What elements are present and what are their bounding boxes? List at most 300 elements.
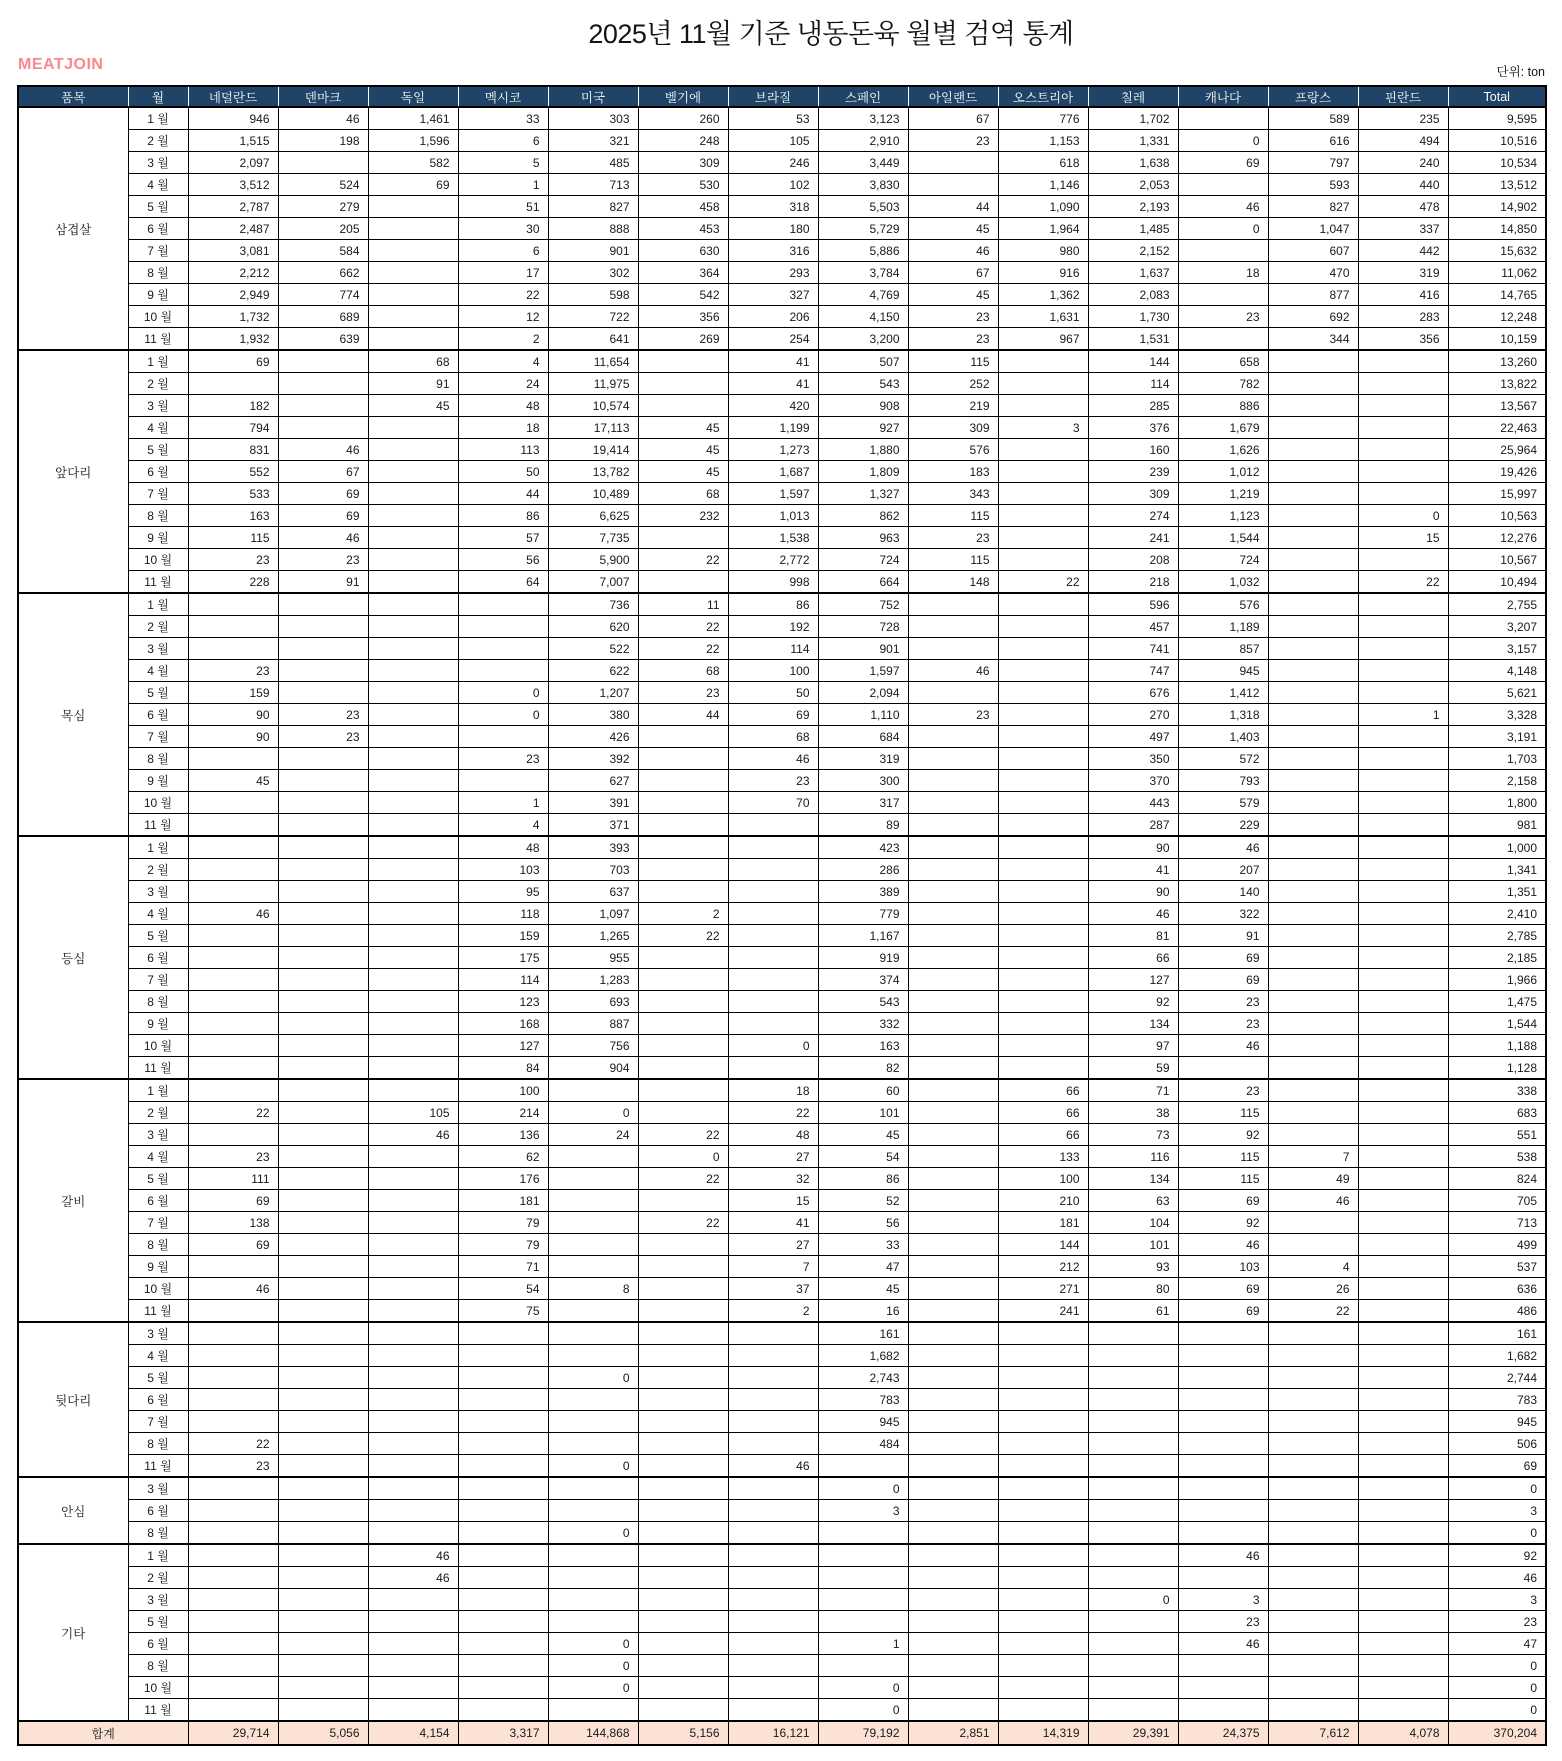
value-cell — [1358, 1146, 1448, 1168]
value-cell — [908, 925, 998, 947]
value-cell — [1358, 616, 1448, 638]
month-cell: 3 월 — [128, 1477, 188, 1500]
value-cell: 22 — [458, 284, 548, 306]
value-cell: 10,563 — [1448, 505, 1546, 527]
value-cell — [188, 1300, 278, 1323]
value-cell — [1358, 1522, 1448, 1545]
month-cell: 11 월 — [128, 1455, 188, 1478]
column-header-14: 프랑스 — [1268, 86, 1358, 107]
value-cell: 1,219 — [1178, 483, 1268, 505]
value-cell: 693 — [548, 991, 638, 1013]
value-cell — [278, 152, 368, 174]
value-cell — [458, 638, 548, 660]
value-cell — [638, 1322, 728, 1345]
value-cell — [998, 660, 1088, 682]
value-cell: 105 — [368, 1102, 458, 1124]
value-cell — [278, 1411, 368, 1433]
value-cell: 80 — [1088, 1278, 1178, 1300]
value-cell — [728, 1567, 818, 1589]
value-cell: 38 — [1088, 1102, 1178, 1124]
value-cell — [1358, 417, 1448, 439]
value-cell — [818, 1611, 908, 1633]
value-cell — [998, 925, 1088, 947]
value-cell: 9,595 — [1448, 107, 1546, 130]
value-cell — [1268, 461, 1358, 483]
value-cell — [1178, 1057, 1268, 1080]
value-cell: 636 — [1448, 1278, 1546, 1300]
value-cell: 393 — [548, 836, 638, 859]
value-cell: 105 — [728, 130, 818, 152]
value-cell — [1358, 682, 1448, 704]
value-cell — [188, 1633, 278, 1655]
value-cell: 248 — [638, 130, 728, 152]
value-cell: 159 — [458, 925, 548, 947]
value-cell — [998, 1677, 1088, 1699]
value-cell — [1178, 1477, 1268, 1500]
value-cell: 50 — [458, 461, 548, 483]
month-cell: 8 월 — [128, 1655, 188, 1677]
value-cell — [368, 660, 458, 682]
table-row — [18, 1411, 1546, 1433]
value-cell — [1268, 1389, 1358, 1411]
value-cell: 317 — [818, 792, 908, 814]
value-cell: 100 — [458, 1079, 548, 1102]
value-cell: 736 — [548, 593, 638, 616]
grand-total-value-cell: 14,319 — [998, 1721, 1088, 1745]
value-cell: 945 — [818, 1411, 908, 1433]
value-cell — [1268, 1367, 1358, 1389]
table-row — [18, 1057, 1546, 1080]
value-cell — [1358, 660, 1448, 682]
value-cell — [368, 1079, 458, 1102]
value-cell — [1268, 1322, 1358, 1345]
value-cell: 1,966 — [1448, 969, 1546, 991]
value-cell: 66 — [1088, 947, 1178, 969]
value-cell: 4 — [1268, 1256, 1358, 1278]
value-cell — [1268, 726, 1358, 748]
value-cell: 423 — [818, 836, 908, 859]
value-cell — [1358, 1102, 1448, 1124]
value-cell — [1268, 1411, 1358, 1433]
value-cell: 658 — [1178, 350, 1268, 373]
grand-total-value-cell: 2,851 — [908, 1721, 998, 1745]
value-cell: 69 — [1178, 969, 1268, 991]
value-cell: 46 — [368, 1567, 458, 1589]
value-cell: 69 — [368, 174, 458, 196]
value-cell: 95 — [458, 881, 548, 903]
value-cell: 10,534 — [1448, 152, 1546, 174]
month-cell: 7 월 — [128, 1212, 188, 1234]
value-cell: 713 — [1448, 1212, 1546, 1234]
value-cell: 70 — [728, 792, 818, 814]
value-cell: 90 — [1088, 836, 1178, 859]
value-cell: 967 — [998, 328, 1088, 351]
table-row — [18, 1124, 1546, 1146]
table-row — [18, 1433, 1546, 1455]
value-cell — [728, 1677, 818, 1699]
value-cell — [728, 947, 818, 969]
value-cell: 54 — [458, 1278, 548, 1300]
value-cell — [368, 925, 458, 947]
value-cell — [728, 1477, 818, 1500]
value-cell: 981 — [1448, 814, 1546, 837]
value-cell: 955 — [548, 947, 638, 969]
value-cell — [908, 1699, 998, 1722]
table-row — [18, 1389, 1546, 1411]
month-cell: 7 월 — [128, 1411, 188, 1433]
value-cell: 90 — [1088, 881, 1178, 903]
value-cell — [1358, 1079, 1448, 1102]
value-cell: 2,083 — [1088, 284, 1178, 306]
value-cell: 181 — [458, 1190, 548, 1212]
table-row — [18, 1345, 1546, 1367]
value-cell: 66 — [998, 1102, 1088, 1124]
value-cell — [638, 1611, 728, 1633]
item-group-label: 갈비 — [18, 1079, 128, 1322]
value-cell: 114 — [458, 969, 548, 991]
value-cell — [368, 1146, 458, 1168]
value-cell: 442 — [1358, 240, 1448, 262]
month-cell: 9 월 — [128, 1013, 188, 1035]
value-cell — [548, 1544, 638, 1567]
value-cell — [1088, 1345, 1178, 1367]
month-cell: 7 월 — [128, 240, 188, 262]
month-cell: 4 월 — [128, 417, 188, 439]
value-cell — [1268, 836, 1358, 859]
table-row — [18, 1102, 1546, 1124]
value-cell — [368, 439, 458, 461]
month-cell: 3 월 — [128, 1322, 188, 1345]
column-header-0: 품목 — [18, 86, 128, 107]
value-cell: 123 — [458, 991, 548, 1013]
value-cell — [818, 1589, 908, 1611]
value-cell: 46 — [1178, 196, 1268, 218]
value-cell — [998, 1589, 1088, 1611]
table-row — [18, 1168, 1546, 1190]
value-cell: 46 — [368, 1124, 458, 1146]
value-cell: 18 — [728, 1079, 818, 1102]
month-cell: 9 월 — [128, 284, 188, 306]
value-cell — [368, 1611, 458, 1633]
value-cell — [638, 859, 728, 881]
table-row — [18, 130, 1546, 152]
value-cell: 2,743 — [818, 1367, 908, 1389]
value-cell: 470 — [1268, 262, 1358, 284]
value-cell: 7,735 — [548, 527, 638, 549]
table-row — [18, 1655, 1546, 1677]
value-cell — [368, 218, 458, 240]
value-cell — [368, 1256, 458, 1278]
value-cell — [278, 395, 368, 417]
value-cell: 582 — [368, 152, 458, 174]
value-cell: 1,800 — [1448, 792, 1546, 814]
value-cell — [908, 1212, 998, 1234]
value-cell — [1268, 1057, 1358, 1080]
month-cell: 3 월 — [128, 881, 188, 903]
table-row — [18, 107, 1546, 130]
value-cell: 1,207 — [548, 682, 638, 704]
value-cell — [1178, 1433, 1268, 1455]
value-cell: 67 — [908, 107, 998, 130]
value-cell: 207 — [1178, 859, 1268, 881]
value-cell: 30 — [458, 218, 548, 240]
value-cell: 23 — [188, 549, 278, 571]
table-row — [18, 881, 1546, 903]
value-cell — [1268, 593, 1358, 616]
table-row — [18, 969, 1546, 991]
value-cell: 41 — [728, 350, 818, 373]
value-cell — [728, 881, 818, 903]
table-row — [18, 1477, 1546, 1500]
value-cell: 1,167 — [818, 925, 908, 947]
grand-total-value-cell: 5,156 — [638, 1721, 728, 1745]
value-cell: 13,567 — [1448, 395, 1546, 417]
value-cell: 7 — [728, 1256, 818, 1278]
value-cell — [728, 859, 818, 881]
value-cell: 391 — [548, 792, 638, 814]
value-cell — [278, 373, 368, 395]
value-cell: 44 — [458, 483, 548, 505]
value-cell: 1,199 — [728, 417, 818, 439]
value-cell — [278, 1146, 368, 1168]
value-cell — [638, 1655, 728, 1677]
value-cell: 774 — [278, 284, 368, 306]
grand-total-row — [18, 1721, 1546, 1745]
month-cell: 10 월 — [128, 1035, 188, 1057]
value-cell — [1268, 748, 1358, 770]
value-cell — [368, 704, 458, 726]
value-cell: 0 — [1448, 1677, 1546, 1699]
value-cell — [1268, 903, 1358, 925]
value-cell: 45 — [818, 1124, 908, 1146]
value-cell: 797 — [1268, 152, 1358, 174]
table-row — [18, 1677, 1546, 1699]
table-row — [18, 682, 1546, 704]
value-cell — [278, 1677, 368, 1699]
value-cell — [458, 1633, 548, 1655]
value-cell — [1358, 395, 1448, 417]
value-cell: 722 — [548, 306, 638, 328]
value-cell — [188, 1611, 278, 1633]
table-row — [18, 350, 1546, 373]
month-cell: 6 월 — [128, 461, 188, 483]
value-cell — [368, 969, 458, 991]
value-cell: 5,900 — [548, 549, 638, 571]
value-cell — [278, 1322, 368, 1345]
value-cell — [188, 1345, 278, 1367]
value-cell: 1,544 — [1448, 1013, 1546, 1035]
value-cell: 240 — [1358, 152, 1448, 174]
value-cell: 322 — [1178, 903, 1268, 925]
value-cell — [188, 1500, 278, 1522]
month-cell: 5 월 — [128, 682, 188, 704]
value-cell — [188, 1655, 278, 1677]
value-cell — [998, 439, 1088, 461]
value-cell — [278, 991, 368, 1013]
value-cell — [908, 1079, 998, 1102]
value-cell — [1358, 991, 1448, 1013]
value-cell: 747 — [1088, 660, 1178, 682]
value-cell: 1,110 — [818, 704, 908, 726]
value-cell: 91 — [1178, 925, 1268, 947]
value-cell: 630 — [638, 240, 728, 262]
value-cell: 494 — [1358, 130, 1448, 152]
value-cell — [458, 1477, 548, 1500]
value-cell: 45 — [638, 417, 728, 439]
table-row — [18, 174, 1546, 196]
value-cell — [998, 770, 1088, 792]
value-cell: 270 — [1088, 704, 1178, 726]
table-row — [18, 638, 1546, 660]
value-cell: 45 — [368, 395, 458, 417]
value-cell — [458, 1522, 548, 1545]
value-cell: 3 — [1178, 1589, 1268, 1611]
value-cell: 46 — [1268, 1190, 1358, 1212]
value-cell — [1088, 1633, 1178, 1655]
value-cell — [458, 1500, 548, 1522]
value-cell: 64 — [458, 571, 548, 594]
value-cell: 25,964 — [1448, 439, 1546, 461]
value-cell — [548, 1079, 638, 1102]
quarantine-statistics-table — [17, 85, 1547, 1746]
value-cell: 252 — [908, 373, 998, 395]
value-cell — [998, 704, 1088, 726]
value-cell — [908, 1190, 998, 1212]
table-row — [18, 1035, 1546, 1057]
value-cell — [638, 350, 728, 373]
value-cell — [908, 1677, 998, 1699]
value-cell — [908, 881, 998, 903]
month-cell: 2 월 — [128, 130, 188, 152]
value-cell — [278, 770, 368, 792]
value-cell: 3,328 — [1448, 704, 1546, 726]
value-cell: 371 — [548, 814, 638, 837]
value-cell — [188, 1677, 278, 1699]
grand-total-value-cell: 24,375 — [1178, 1721, 1268, 1745]
value-cell — [908, 726, 998, 748]
value-cell: 22 — [188, 1433, 278, 1455]
value-cell — [278, 947, 368, 969]
value-cell: 0 — [548, 1455, 638, 1478]
value-cell — [368, 549, 458, 571]
value-cell: 3 — [1448, 1500, 1546, 1522]
value-cell — [998, 505, 1088, 527]
table-row — [18, 1234, 1546, 1256]
value-cell: 1,283 — [548, 969, 638, 991]
value-cell — [908, 770, 998, 792]
value-cell — [908, 1544, 998, 1567]
value-cell: 11,975 — [548, 373, 638, 395]
value-cell — [1268, 859, 1358, 881]
value-cell — [188, 1522, 278, 1545]
header-row — [18, 86, 1546, 107]
value-cell: 91 — [278, 571, 368, 594]
value-cell: 160 — [1088, 439, 1178, 461]
value-cell — [638, 527, 728, 549]
value-cell — [728, 836, 818, 859]
value-cell — [998, 1389, 1088, 1411]
value-cell: 1,331 — [1088, 130, 1178, 152]
value-cell: 91 — [368, 373, 458, 395]
month-cell: 6 월 — [128, 1389, 188, 1411]
value-cell: 1,189 — [1178, 616, 1268, 638]
value-cell: 901 — [818, 638, 908, 660]
value-cell: 45 — [818, 1278, 908, 1300]
value-cell — [188, 1367, 278, 1389]
value-cell: 287 — [1088, 814, 1178, 837]
value-cell: 1,128 — [1448, 1057, 1546, 1080]
value-cell: 1,515 — [188, 130, 278, 152]
value-cell: 0 — [548, 1655, 638, 1677]
value-cell: 176 — [458, 1168, 548, 1190]
value-cell: 1,013 — [728, 505, 818, 527]
value-cell — [638, 1567, 728, 1589]
table-row — [18, 373, 1546, 395]
grand-total-value-cell: 29,714 — [188, 1721, 278, 1745]
value-cell — [1358, 1500, 1448, 1522]
value-cell: 79 — [458, 1212, 548, 1234]
value-cell — [188, 1699, 278, 1722]
value-cell: 46 — [1088, 903, 1178, 925]
value-cell — [278, 350, 368, 373]
value-cell: 68 — [368, 350, 458, 373]
value-cell — [1358, 859, 1448, 881]
value-cell: 327 — [728, 284, 818, 306]
value-cell: 1,341 — [1448, 859, 1546, 881]
value-cell — [1088, 1500, 1178, 1522]
value-cell: 0 — [548, 1633, 638, 1655]
value-cell — [368, 262, 458, 284]
value-cell — [908, 638, 998, 660]
value-cell: 13,512 — [1448, 174, 1546, 196]
value-cell: 163 — [188, 505, 278, 527]
value-cell — [458, 1677, 548, 1699]
value-cell — [728, 969, 818, 991]
value-cell: 908 — [818, 395, 908, 417]
month-cell: 9 월 — [128, 1256, 188, 1278]
value-cell — [1268, 814, 1358, 837]
table-row — [18, 991, 1546, 1013]
value-cell: 45 — [188, 770, 278, 792]
value-cell: 607 — [1268, 240, 1358, 262]
value-cell — [1268, 395, 1358, 417]
value-cell — [638, 1345, 728, 1367]
value-cell: 51 — [458, 196, 548, 218]
table-row — [18, 704, 1546, 726]
value-cell: 356 — [1358, 328, 1448, 351]
value-cell — [728, 925, 818, 947]
value-cell: 7 — [1268, 1146, 1358, 1168]
value-cell: 426 — [548, 726, 638, 748]
value-cell — [368, 770, 458, 792]
column-header-6: 미국 — [548, 86, 638, 107]
value-cell: 61 — [1088, 1300, 1178, 1323]
value-cell — [278, 1278, 368, 1300]
value-cell — [1178, 1500, 1268, 1522]
value-cell: 18 — [1178, 262, 1268, 284]
value-cell: 1,964 — [998, 218, 1088, 240]
value-cell — [1358, 792, 1448, 814]
value-cell: 4,769 — [818, 284, 908, 306]
value-cell: 92 — [1088, 991, 1178, 1013]
value-cell — [908, 991, 998, 1013]
value-cell: 0 — [1178, 130, 1268, 152]
value-cell — [278, 748, 368, 770]
value-cell — [1358, 1234, 1448, 1256]
value-cell — [188, 1013, 278, 1035]
value-cell — [548, 1345, 638, 1367]
value-cell: 627 — [548, 770, 638, 792]
